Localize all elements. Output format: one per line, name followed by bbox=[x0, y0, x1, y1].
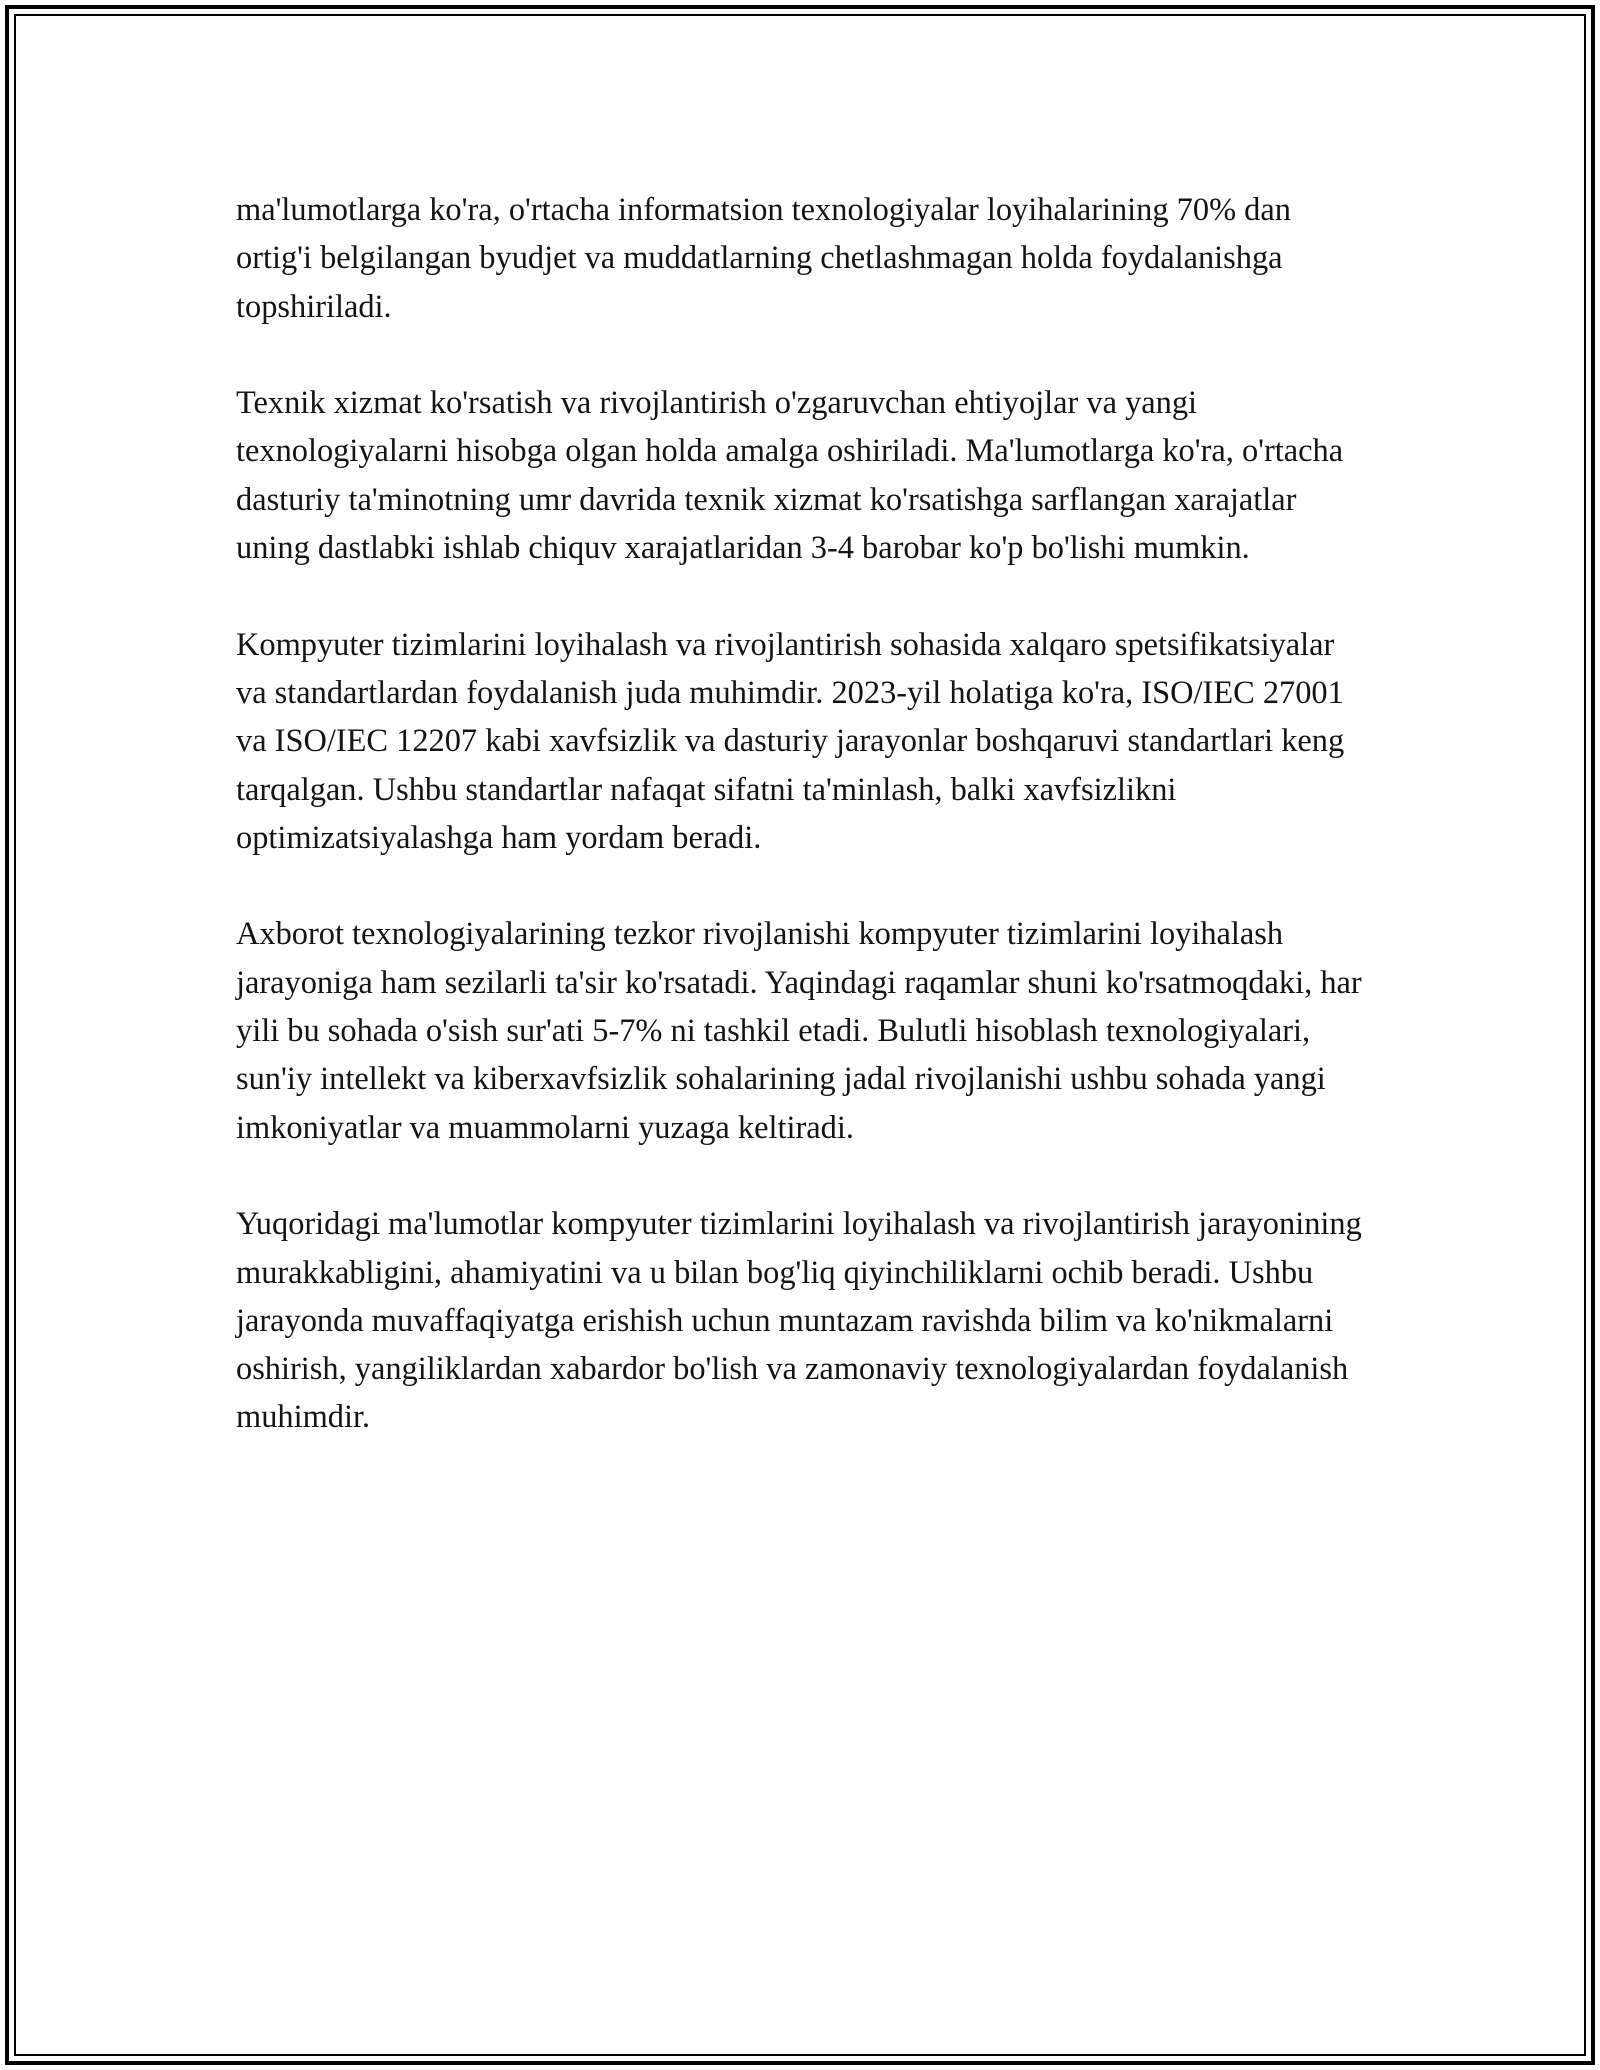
paragraph-2: Texnik xizmat ko'rsatish va rivojlantirish o'zgaruvchan ehtiyojlar va yangi texnologiyalarni hisobga olgan holda amalga oshiriladi. Ma'lumotlarga ko'ra, o'rtacha dasturiy ta'minotning umr davrida texnik xizmat ko'rsatishga sarflangan xarajatlar uning dastlabki ishlab chiquv xarajatlaridan 3-4 barobar ko'p bo'lishi mumkin. bbox=[236, 385, 1344, 567]
document-body bbox=[236, 186, 1366, 1490]
paragraph-3: Kompyuter tizimlarini loyihalash va rivojlantirish sohasida xalqaro spetsifikatsiyalar va standartlardan foydalanish juda muhimdir. 2023-yil holatiga ko'ra, ISO/IEC 27001 va ISO/IEC 12207 kabi xavfsizlik va dasturiy jarayonlar boshqaruvi standartlari keng tarqalgan. Ushbu standartlar nafaqat sifatni ta'minlash, balki xavfsizlikni optimizatsiyalashga ham yordam beradi. bbox=[236, 626, 1345, 856]
paragraph-1: ma'lumotlarga ko'ra, o'rtacha informatsion texnologiyalar loyihalarining 70% dan ortig'i belgilangan byudjet va muddatlarning chetlashmagan holda foydalanishga topshiriladi. bbox=[236, 192, 1291, 325]
paragraph-5: Yuqoridagi ma'lumotlar kompyuter tizimlarini loyihalash va rivojlantirish jarayonining murakkabligini, ahamiyatini va u bilan bog'liq qiyinchiliklarni ochib beradi. Ushbu jarayonda muvaffaqiyatga erishish uchun muntazam ravishda bilim va ko'nikmalarni oshirish, yangiliklardan xabardor bo'lish va zamonaviy texnologiyalardan foydalanish muhimdir. bbox=[236, 1206, 1362, 1436]
paragraph-4: Axborot texnologiyalarining tezkor rivojlanishi kompyuter tizimlarini loyihalash jarayoniga ham sezilarli ta'sir ko'rsatadi. Yaqindagi raqamlar shuni ko'rsatmoqdaki, har yili bu sohada o'sish sur'ati 5-7% ni tashkil etadi. Bulutli hisoblash texnologiyalari, sun'iy intellekt va kiberxavfsizlik sohalarining jadal rivojlanishi ushbu sohada yangi imkoniyatlar va muammolarni yuzaga keltiradi. bbox=[236, 916, 1362, 1146]
